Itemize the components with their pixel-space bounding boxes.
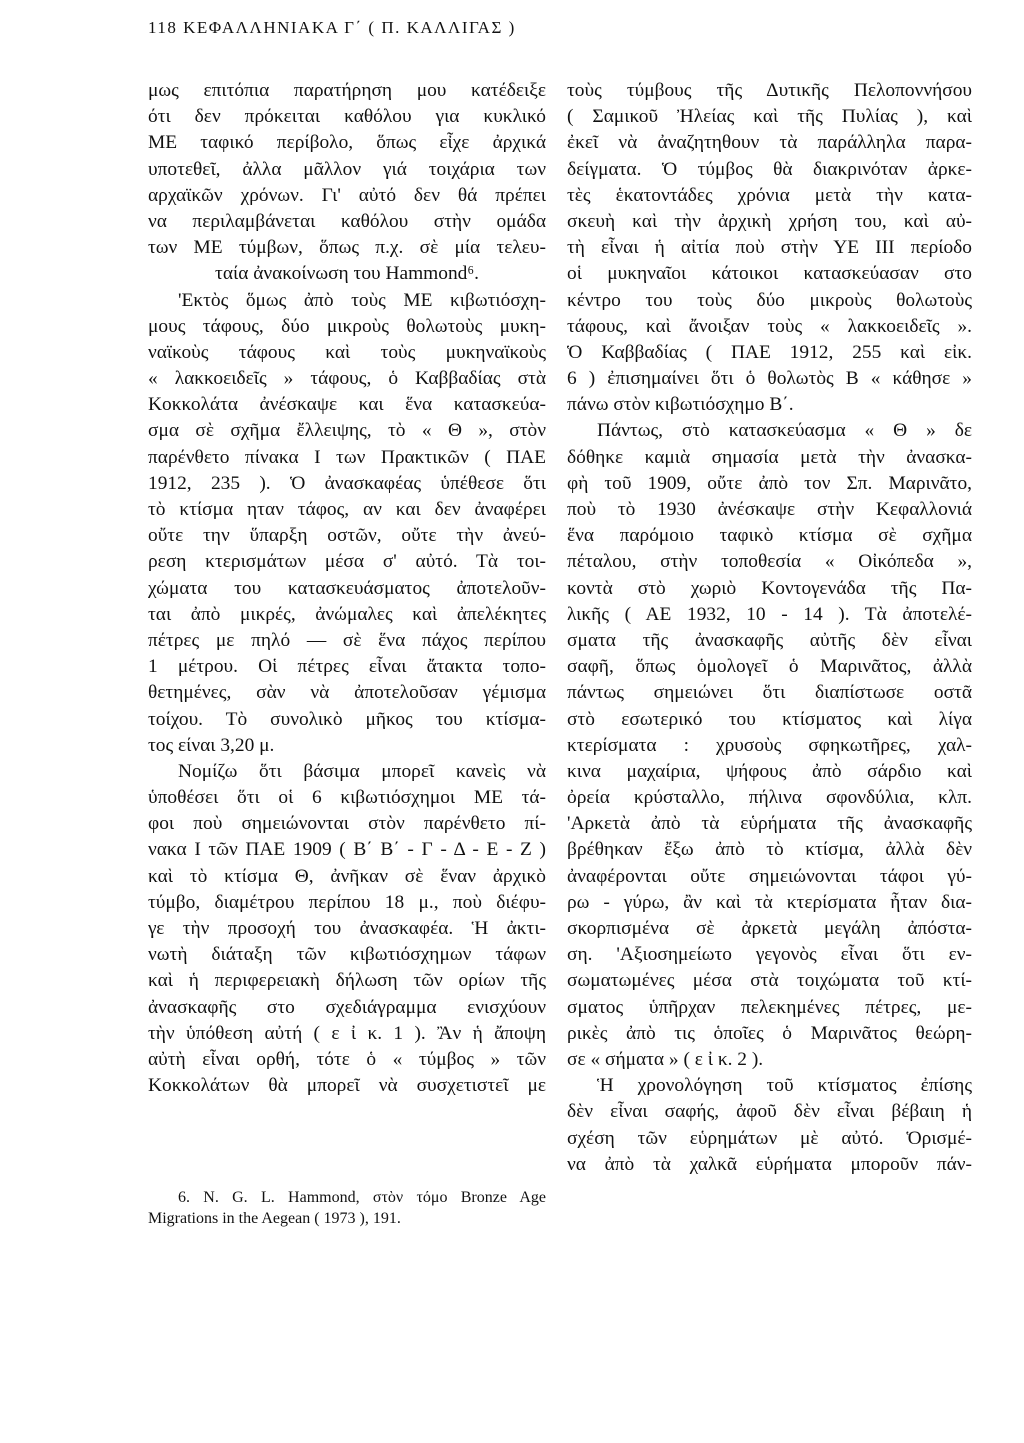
text-line: των ΜΕ τύμβων, ὅπως π.χ. σὲ μία τελευ-: [148, 237, 546, 259]
text-line: φὴ τοῦ 1909, οὔτε ἀπὸ τον Σπ. Μαρινᾶτο,: [567, 472, 972, 494]
text-line: ἀνασκαφῆς στο σχεδιάγραμμα ενισχύουν: [148, 996, 546, 1018]
text-line: ρεση κτερισμάτων μέσα σ' αὐτό. Τὰ τοι-: [148, 551, 546, 573]
text-line: σχέση τῶν εὑρημάτων μὲ αὐτό. Ὁρισμέ-: [567, 1127, 972, 1149]
text-line: τοίχου. Τὸ συνολικὸ μῆκος του κτίσμα-: [148, 708, 546, 730]
text-line: υποτεθεῖ, ἀλλα μᾶλλον γιά τοιχάρια των: [148, 158, 546, 180]
left-column: [148, 78, 546, 1099]
text-line: ΜΕ ταφικό περίβολο, ὅπως εἶχε ἀρχικά: [148, 132, 546, 154]
text-line: κινα μαχαίρια, ψήφους ἀπὸ σάρδιο καὶ: [567, 760, 972, 782]
text-line: σματα τῆς ἀνασκαφῆς αὐτῆς δὲν εἶναι: [567, 629, 972, 651]
text-line: να ἀπὸ τὰ χαλκᾶ εὑρήματα μποροῦν πάν-: [567, 1153, 972, 1175]
text-line: μους τάφους, δύο μικροὺς θολωτοὺς μυκη-: [148, 315, 546, 337]
text-line: σμα σὲ σχῆμα ἔλλειψης, τὸ « Θ », στὸν: [148, 420, 546, 442]
text-line: ἕνα παρόμοιο ταφικὸ κτίσμα σὲ σχῆμα: [567, 525, 972, 547]
text-line: δὲν εἶναι σαφής, ἀφοῦ δὲν εἶναι βέβαιη ἡ: [567, 1101, 972, 1123]
text-line: τοὺς τύμβους τῆς Δυτικῆς Πελοποννήσου: [567, 80, 972, 101]
text-line: οἱ μυκηναῖοι κάτοικοι κατασκεύασαν στο: [567, 263, 972, 285]
footnotes: [148, 1187, 546, 1229]
text-line: σματος ὑπῆρχαν πελεκημένες πέτρες, με-: [567, 996, 972, 1018]
text-line: βρέθηκαν ἔξω ἀπὸ τὸ κτίσμα, ἀλλὰ δὲν: [567, 839, 972, 861]
text-line: να περιλαμβάνεται καθόλου στὴν ομάδα: [148, 210, 546, 232]
text-line: τος είναι 3,20 μ.: [148, 734, 275, 756]
text-line: πέτρες με πηλό — σὲ ἕνα πάχος περίπου: [148, 629, 546, 651]
text-line: φοι ποὺ σημειώνονται στὸν παρένθετο πί-: [148, 813, 546, 835]
text-line: 'Εκτὸς ὅμως ἀπὸ τοὺς ΜΕ κιβωτιόσχη-: [178, 289, 546, 311]
text-line: τὸ κτίσμα ηταν τάφος, αν και δεν ἀναφέρει: [148, 499, 546, 520]
text-line: χώματα του κατασκευάσματος ἀποτελοῦν-: [148, 577, 546, 599]
text-line: τὲς ἑκατοντάδες χρόνια μετὰ τὴν κατα-: [567, 184, 972, 206]
text-line: στὸ εσωτερικό του κτίσματος καὶ λίγα: [567, 708, 972, 730]
text-line: πάντως σημειώνει ὅτι διαπίστωσε οστᾶ: [567, 682, 972, 704]
text-line: τὴν ὑπόθεση αὐτή ( ε ἰ κ. 1 ). Ἂν ἡ ἄποψη: [148, 1022, 546, 1044]
running-head: 118 ΚΕΦΑΛΛΗΝΙΑΚΑ Γ΄ ( Π. ΚΑΛΛΙΓΑΣ ): [148, 18, 516, 37]
right-column: [567, 78, 972, 1178]
text-line: κτερίσματα : χρυσοὺς σφηκωτῆρες, χαλ-: [567, 734, 972, 756]
text-line: ( Σαμικοῦ Ἠλείας καὶ τῆς Πυλίας ), καὶ: [567, 106, 972, 128]
text-line: Κοκκολάτα ἀνέσκαψε και ἕνα κατασκεύα-: [148, 394, 546, 416]
text-line: 1 μέτρου. Οἱ πέτρες εἶναι ἄτακτα τοπο-: [148, 656, 546, 678]
text-line: δόθηκε καμιὰ σημασία μετὰ τὴν ἀνασκα-: [567, 446, 972, 468]
text-line: 6 ) ἐπισημαίνει ὅτι ὁ θολωτὸς Β « κάθησε »: [567, 368, 972, 390]
text-line: 'Αρκετὰ ἀπὸ τὰ εὑρήματα τῆς ἀνασκαφῆς: [567, 813, 972, 835]
text-line: νωτὴ διάταξη τῶν κιβωτιόσχημων τάφων: [148, 944, 546, 966]
text-line: ρικὲς ἀπὸ τις ὁποῖες ὁ Μαρινᾶτος θεώρη-: [567, 1022, 972, 1044]
text-line: σκευὴ καὶ τὴν ἀρχικὴ χρήση του, καὶ αὐ-: [567, 210, 972, 232]
text-line: παρένθετο πίνακα Ι των Πρακτικῶν ( ΠΑΕ: [148, 446, 546, 468]
text-line: Ἡ χρονολόγηση τοῦ κτίσματος ἐπίσης: [597, 1075, 972, 1097]
text-line: σαφῆ, ὅπως ὁμολογεῖ ὁ Μαρινᾶτος, ἀλλὰ: [567, 656, 972, 678]
text-line: πέταλου, στὴν τοποθεσία « Οἰκόπεδα »,: [567, 551, 972, 573]
footnote-line: Migrations in the Aegean ( 1973 ), 191.: [148, 1210, 401, 1227]
text-line: ἐκεῖ νὰ ἀναζητηθουν τὰ παράλληλα παρα-: [567, 132, 972, 154]
text-line: γε τὴν προσοχή του ἀνασκαφέα. Ἡ ἀκτι-: [148, 918, 546, 939]
text-line: « λακκοειδεῖς » τάφους, ὁ Καββαδίας στὰ: [148, 368, 546, 390]
text-line: σκορπισμένα σὲ ἀρκετὰ μεγάλη ἀπόστα-: [567, 918, 972, 939]
text-line: αὐτὴ εἶναι ορθή, τότε ὁ « τύμβος » τῶν: [148, 1048, 546, 1070]
text-line: ρω - γύρω, ἂν καὶ τὰ κτερίσματα ἦταν δια-: [567, 891, 972, 913]
text-line: ὑποθέσει ὅτι οἱ 6 κιβωτιόσχημοι ΜΕ τά-: [148, 787, 546, 809]
text-line: πάνω στὸν κιβωτιόσχημο Β΄.: [567, 394, 794, 416]
text-line: οὔτε την ὕπαρξη οστῶν, οὔτε τὴν ἀνεύ-: [148, 525, 546, 547]
text-line: καὶ τὸ κτίσμα Θ, ἀνῆκαν σὲ ἕναν ἀρχικὸ: [148, 865, 546, 887]
text-line: 1912, 235 ). Ὁ ἀνασκαφέας ὑπέθεσε ὅτι: [148, 472, 546, 494]
text-line: λικῆς ( ΑΕ 1932, 10 - 14 ). Τὰ ἀποτελέ-: [567, 603, 972, 625]
text-line: ταία ἀνακοίνωση του Hammond⁶.: [215, 263, 479, 285]
text-line: κοντὰ στὸ χωριὸ Κοντογενάδα τῆς Πα-: [567, 577, 972, 599]
text-line: καὶ ἡ περιφερειακὴ δήλωση τῶν ορίων τῆς: [148, 970, 546, 992]
footnote-line: 6. N. G. L. Hammond, στὸν τόμο Bronze Age: [178, 1189, 546, 1206]
text-line: τύμβο, διαμέτρου περίπου 18 μ., ποὺ διέφυ-: [148, 891, 546, 913]
text-line: κέντρο του τοὺς δύο μικροὺς θολωτοὺς: [567, 289, 972, 311]
text-line: Νομίζω ὅτι βάσιμα μπορεῖ κανεὶς νὰ: [178, 760, 546, 782]
text-line: Πάντως, στὸ κατασκεύασμα « Θ » δε: [597, 420, 972, 442]
text-line: Ὁ Καββαδίας ( ΠΑΕ 1912, 255 καὶ εἰκ.: [567, 341, 972, 363]
text-line: Κοκκολάτων θὰ μπορεῖ νὰ συσχετιστεῖ με: [148, 1075, 546, 1097]
text-line: μως επιτόπια παρατήρηση μου κατέδειξε: [148, 80, 546, 101]
text-line: θετημένες, σὰν νὰ ἀποτελοῦσαν γέμισμα: [148, 682, 546, 704]
text-line: σε « σήματα » ( ε ἰ κ. 2 ).: [567, 1048, 764, 1070]
text-line: νακα Ι τῶν ΠΑΕ 1909 ( Β΄ Β΄ - Γ - Δ - Ε - Ζ ): [148, 839, 546, 861]
text-line: ση. 'Αξιοσημείωτο γεγονὸς εἶναι ὅτι εν-: [567, 944, 972, 966]
text-line: ότι δεν πρόκειται καθόλου για κυκλικό: [148, 106, 546, 128]
text-line: ὀρεία κρύσταλλο, πήλινα σφονδύλια, κλπ.: [567, 787, 972, 809]
text-line: τάφους, καὶ ἄνοιξαν τοὺς « λακκοειδεῖς ».: [567, 315, 972, 337]
text-line: ται ἀπὸ μικρές, ἀνώμαλες καὶ ἀπελέκητες: [148, 603, 546, 625]
text-line: δείγματα. Ὁ τύμβος θὰ διακρινόταν ἀρκε-: [567, 158, 972, 180]
text-line: ναϊκοὺς τάφους καὶ τοὺς μυκηναϊκοὺς: [148, 341, 546, 363]
text-line: ἀναφέρονται οὔτε σημειώνονται τάφοι γύ-: [567, 865, 972, 887]
text-line: σωματωμένες μέσα στὰ τοιχώματα τοῦ κτί-: [567, 970, 972, 992]
text-line: αρχαϊκῶν χρόνων. Γι' αὐτό δεν θά πρέπει: [148, 184, 546, 206]
text-line: ποὺ τὸ 1930 ἀνέσκαψε στὴν Κεφαλλονιά: [567, 499, 972, 520]
text-line: τὴ εἶναι ἡ αἰτία ποὺ στὴν ΥΕ ΙΙΙ περίοδο: [567, 237, 972, 259]
